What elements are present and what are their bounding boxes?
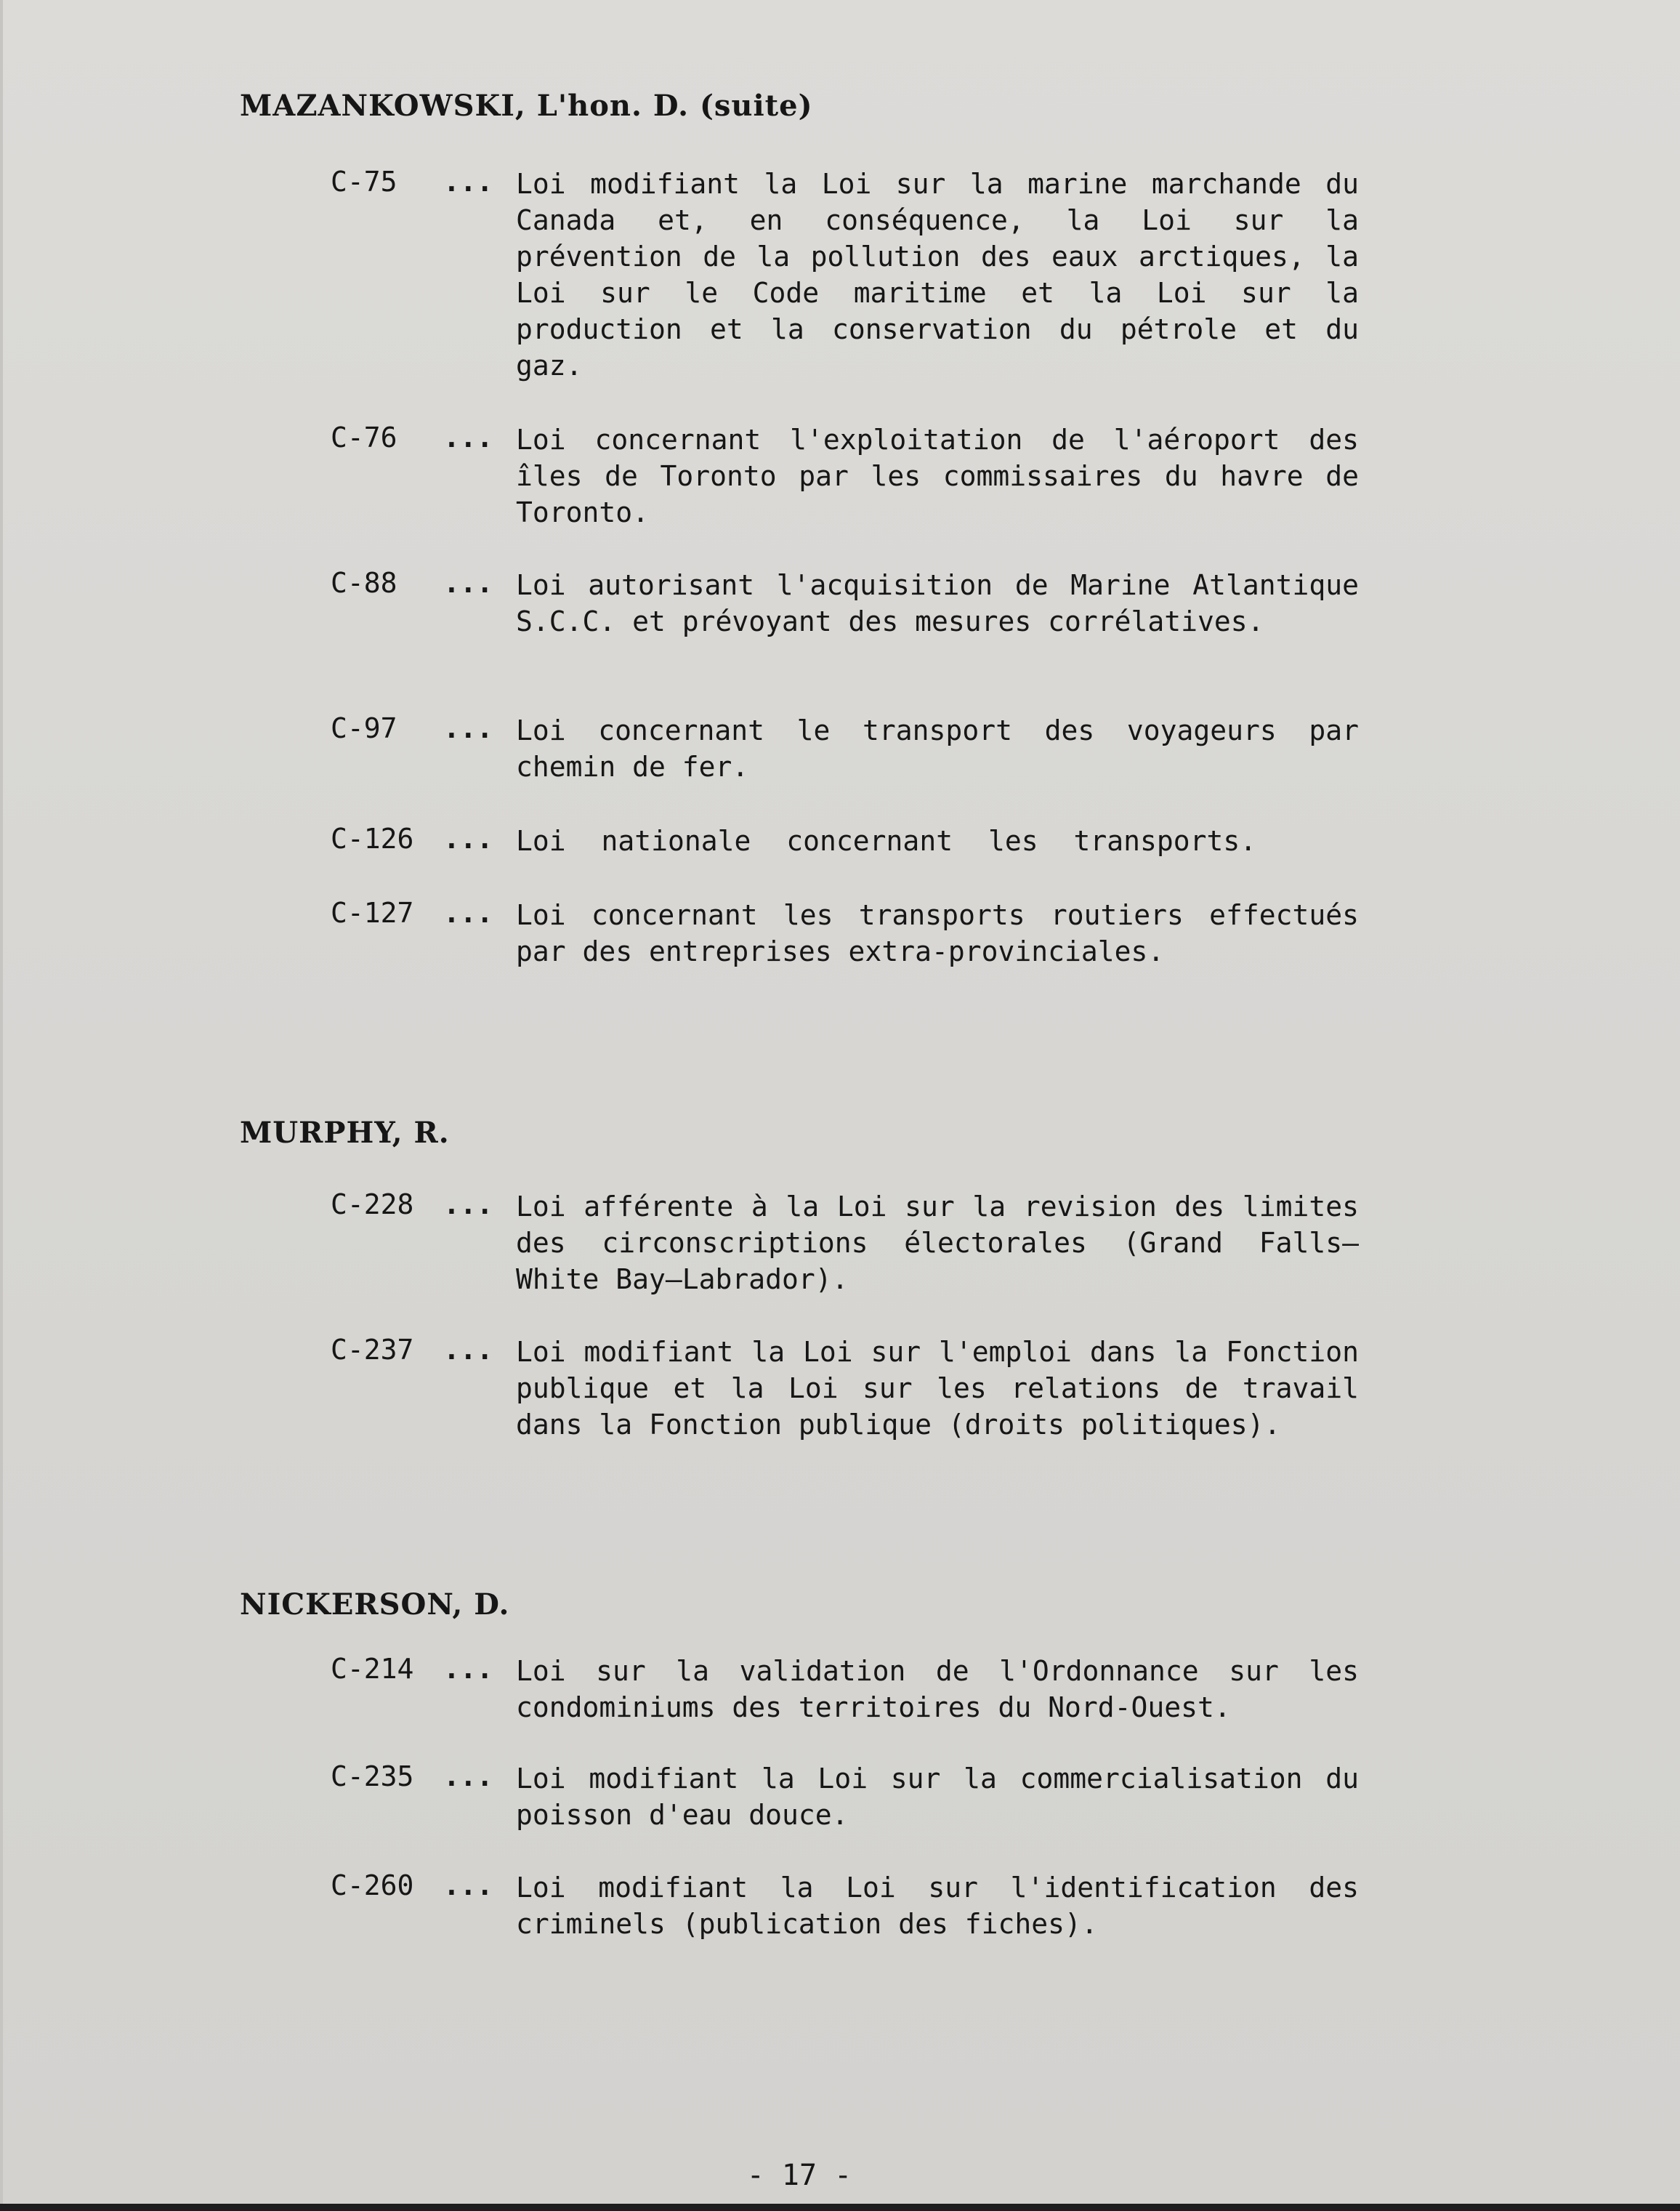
bill-number: C-75 [331, 166, 397, 198]
bill-description: Loi modifiant la Loi sur la marine marchande du Canada et, en conséquence, la Loi sur la prévention de la pollution des eaux arctiques, la Loi sur le Code maritime et la Loi sur la production et la conservation du pétrole et du gaz. [516, 168, 1359, 382]
bill-leader-dots: ... [443, 1188, 493, 1220]
bill-number: C-88 [331, 567, 397, 599]
page-number: - 17 - [746, 2159, 852, 2192]
bill-number: C-97 [331, 712, 397, 744]
bill-number: C-228 [331, 1188, 414, 1220]
bill-description: Loi concernant le transport des voyageurs par chemin de fer. [516, 714, 1359, 783]
bill-description: Loi modifiant la Loi sur la commercialisation du poisson d'eau douce. [516, 1763, 1359, 1831]
bill-number: C-127 [331, 897, 414, 929]
bill-number: C-235 [331, 1760, 414, 1792]
bill-leader-dots: ... [443, 897, 493, 929]
bill-leader-dots: ... [443, 166, 493, 198]
bill-entry-c76 [331, 422, 1362, 567]
bill-leader-dots: ... [443, 1869, 493, 1901]
page-bottom-edge [0, 2204, 1680, 2211]
bill-description: Loi afférente à la Loi sur la revision des limites des circonscriptions électorales (Grand Falls—White Bay—Labrador). [516, 1191, 1359, 1295]
bill-entry-c88 [331, 567, 1362, 712]
section-header-mazankowski: MAZANKOWSKI, L'hon. D. (suite) [240, 89, 813, 123]
bill-description: Loi concernant les transports routiers effectués par des entreprises extra-provinciales. [516, 899, 1359, 967]
bill-number: C-214 [331, 1653, 414, 1685]
bill-description: Loi autorisant l'acquisition de Marine Atlantique S.C.C. et prévoyant des mesures corrélatives. [516, 569, 1359, 637]
section-header-nickerson: NICKERSON, D. [240, 1587, 510, 1622]
bill-leader-dots: ... [443, 712, 493, 744]
bill-leader-dots: ... [443, 823, 493, 855]
bill-description: Loi modifiant la Loi sur l'emploi dans la Fonction publique et la Loi sur les relations de travail dans la Fonction publique (droits politiques). [516, 1336, 1359, 1441]
bill-entry-c228 [331, 1188, 1362, 1334]
bill-entry-c260 [331, 1869, 1362, 2015]
bill-entry-c127 [331, 897, 1362, 1042]
bill-description: Loi sur la validation de l'Ordonnance sur les condominiums des territoires du Nord-Ouest. [516, 1655, 1359, 1723]
bill-leader-dots: ... [443, 1760, 493, 1792]
bill-leader-dots: ... [443, 1653, 493, 1685]
page-left-edge [0, 0, 3, 2211]
bill-leader-dots: ... [443, 422, 493, 454]
bill-description: Loi nationale concernant les transports. [516, 825, 1257, 857]
bill-description: Loi concernant l'exploitation de l'aéroport des îles de Toronto par les commissaires du havre de Toronto. [516, 424, 1359, 528]
section-header-murphy: MURPHY, R. [240, 1116, 450, 1150]
bill-number: C-126 [331, 823, 414, 855]
bill-leader-dots: ... [443, 567, 493, 599]
bill-number: C-237 [331, 1334, 414, 1366]
bill-description: Loi modifiant la Loi sur l'identification des criminels (publication des fiches). [516, 1872, 1359, 1940]
bill-number: C-260 [331, 1869, 414, 1901]
bill-leader-dots: ... [443, 1334, 493, 1366]
bill-number: C-76 [331, 422, 397, 454]
bill-entry-c237 [331, 1334, 1362, 1479]
bill-entry-c75 [331, 166, 1362, 382]
